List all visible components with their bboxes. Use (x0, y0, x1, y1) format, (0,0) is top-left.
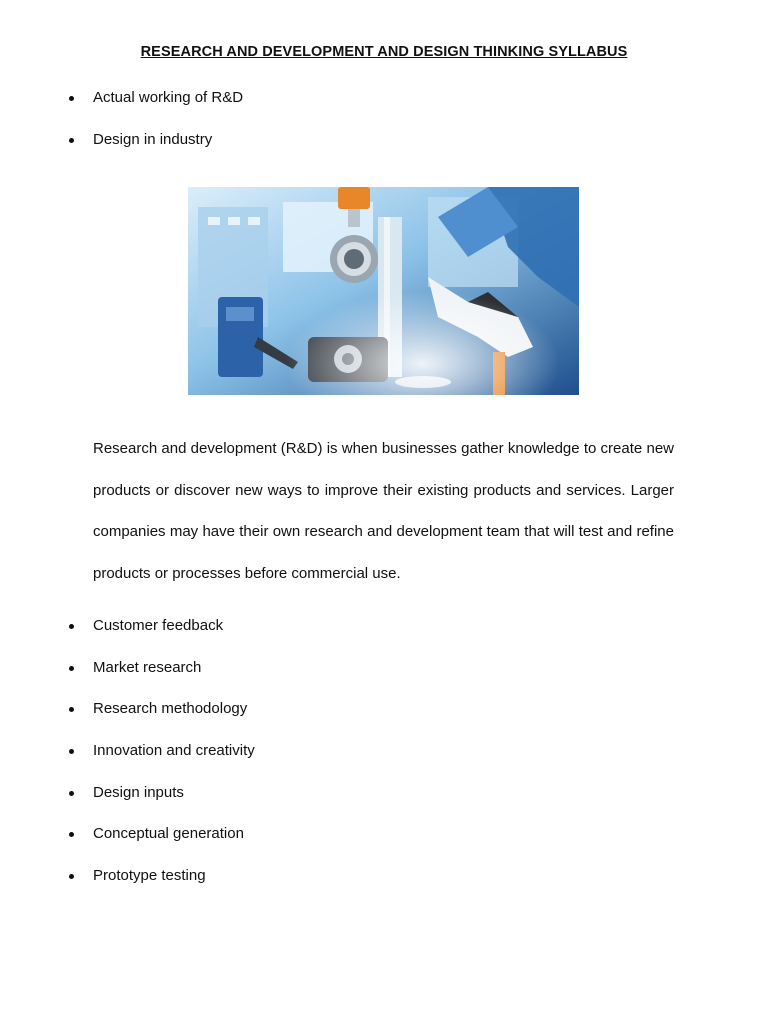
list-item-label: Customer feedback (93, 617, 224, 634)
page-title: RESEARCH AND DEVELOPMENT AND DESIGN THINKING SYLLABUS (140, 44, 628, 60)
bullet-icon (69, 666, 74, 671)
list-item-label: Design in industry (93, 130, 213, 148)
list-item-label: Market research (93, 658, 202, 676)
bullet-icon (69, 138, 74, 143)
bullet-icon (69, 96, 74, 101)
industrial-robot-image (188, 187, 579, 395)
rnd-definition-paragraph: Research and development (R&D) is when businesses gather knowledge to create new products or discover new ways to improve their existing products and services. Larger companies may have their own research and development team that will test and refine products or processes before commercial use. (93, 440, 674, 582)
bullet-icon (69, 707, 74, 712)
list-item-label: Design inputs (93, 783, 184, 801)
bullet-icon (69, 832, 74, 837)
bullet-icon (69, 749, 74, 754)
list-item-label: Conceptual generation (93, 825, 244, 843)
bullet-icon (69, 624, 74, 629)
robot-arm-illustration (188, 187, 579, 395)
list-item-label: Actual working of R&D (93, 89, 244, 106)
list-item-label: Innovation and creativity (93, 742, 255, 760)
list-item-label: Research methodology (93, 700, 248, 718)
list-item-label: Prototype testing (93, 867, 206, 885)
bullet-icon (69, 874, 74, 879)
bullet-icon (69, 791, 74, 796)
